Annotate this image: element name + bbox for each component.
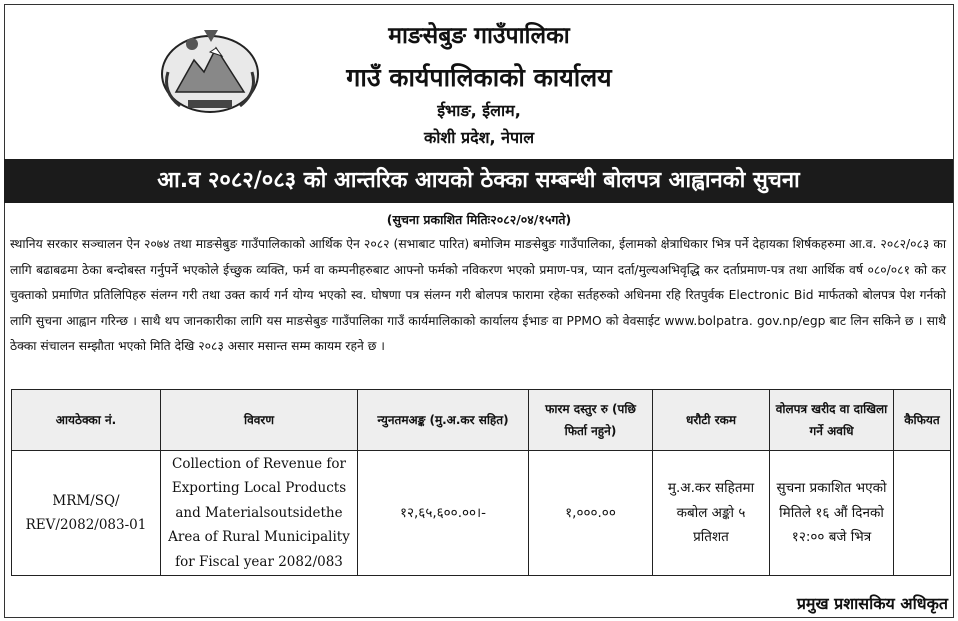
notice-header (0, 0, 958, 158)
cell-form-fee: १,०००.०० (529, 451, 653, 576)
header-remarks: कैफियत (894, 390, 951, 451)
header-period: वोलपत्र खरीद वा दाखिला गर्ने अवधि (770, 390, 894, 451)
header-minimum-amount: न्युनतमअङ्क (मु.अ.कर सहित) (358, 390, 529, 451)
notice-title: आ.व २०८२/०८३ को आन्तरिक आयको ठेक्का सम्बन्धी बोलपत्र आह्वानको सुचना (4, 159, 953, 203)
header-tender-no: आयठेक्का नं. (12, 390, 161, 451)
office-province: कोशी प्रदेश, नेपाल (423, 128, 535, 147)
cell-description: Collection of Revenue for Exporting Local Products and Materialsoutsidethe Area of Rural Municipality for Fiscal year 2082/083 (161, 451, 358, 576)
cell-deposit: मु.अ.कर सहितमा कबोल अङ्को ५ प्रतिशत (653, 451, 770, 576)
cell-remarks (894, 451, 951, 576)
header-description: विवरण (161, 390, 358, 451)
cell-minimum-amount: १२,६५,६००.००।- (358, 451, 529, 576)
office-location: ईभाङ, ईलाम, (437, 101, 521, 120)
header-deposit: धरौटी रकम (653, 390, 770, 451)
watermark (345, 284, 625, 325)
signatory-title: प्रमुख प्रशासकिय अधिकृत (796, 594, 948, 613)
table-row (12, 451, 951, 576)
published-date: (सुचना प्रकाशित मितिः२०८२/०४/१५गते) (386, 212, 572, 227)
header-form-fee: फारम दस्तुर रु (पछि फिर्ता नहुने) (529, 390, 653, 451)
cell-tender-no: MRM/SQ/ REV/2082/083-01 (12, 451, 161, 576)
office-name: गाउँ कार्यपालिकाको कार्यालय (346, 63, 612, 92)
municipality-name: माङसेबुङ गाउँपालिका (388, 23, 570, 49)
tender-table (11, 389, 951, 576)
cell-period: सुचना प्रकाशित भएको मितिले १६ औं दिनको १२:०० बजे भित्र (770, 451, 894, 576)
table-header-row (12, 390, 951, 451)
notice-body: स्थानिय सरकार सञ्चालन ऐन २०७४ तथा माङसेबुङ गाउँपालिकाको आर्थिक ऐन २०८२ (सभाबाट पारित) बमोजिम माङसेबुङ गाउँपालिका, ईलामको क्षेत्राधिकार भित्र पर्ने देहायका शिर्षकहरुमा आ.व. २०८२/०८३ का लागि बढाबढमा ठेका बन्दोबस्त गर्नुपर्ने भएकोले ईच्छुक व्यक्ति, फर्म वा कम्पनीहरुबाट आफ्नो फर्मको नविकरण भएको प्रमाण-पत्र, प्यान दर्ता/मुल्यअभिवृद्धि कर दर्ताप्रमाण-पत्र तथा आर्थिक वर्ष ०८०/०८१ को कर चुक्ताको प्रमाणित प्रतिलिपिहरु संलग्न गरी तथा उक्त कार्य गर्न योग्य भएको स्व. घोषणा पत्र संलग्न गरी बोलपत्र फारामा रहेका सर्तहरुको अधिनमा रहि रितपुर्वक Electronic Bid मार्फतको बोलपत्र पेश गर्नको लागि सुचना आह्वान गरिन्छ । साथै थप जानकारीका लागि यस माङसेबुङ गाउँपालिका गाउँ कार्यमालिकाको कार्यालय ईभाङ वा PPMO को वेवसाईट www.bolpatra. gov.np/egp बाट लिन सकिने छ । साथै ठेक्का संचालन सम्झौता भएको मिति देखि २०८३ असार मसान्त सम्म कायम रहने छ । (10, 237, 946, 353)
